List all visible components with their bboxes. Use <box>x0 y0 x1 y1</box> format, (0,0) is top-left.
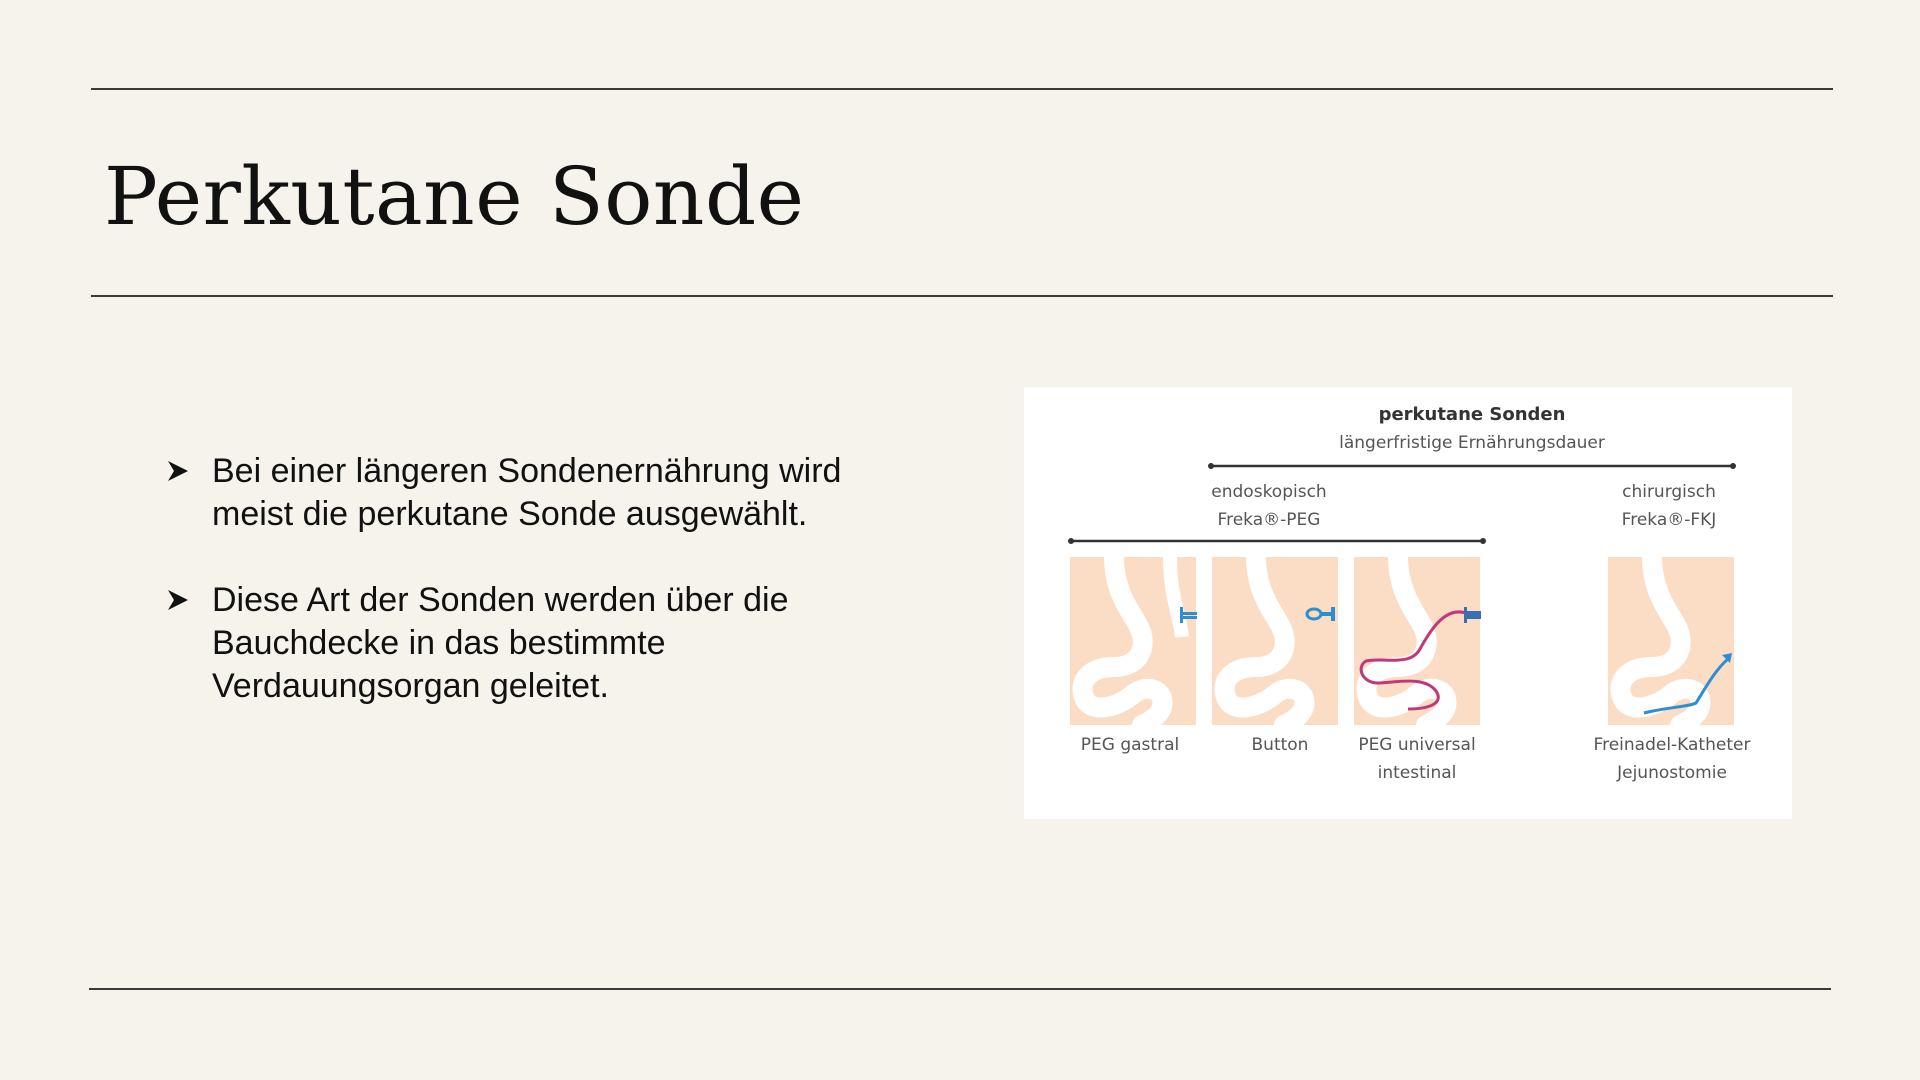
arrowhead-bullet-icon <box>165 458 191 484</box>
slide-title: Perkutane Sonde <box>104 150 805 243</box>
item-label: Freinadel-Katheter <box>1593 735 1751 755</box>
top-rule <box>91 88 1833 90</box>
chir-group-label: chirurgisch <box>1622 482 1716 502</box>
endo-group-product: Freka®-PEG <box>1217 510 1321 530</box>
arrowhead-bullet-icon <box>165 587 191 613</box>
item-label: PEG gastral <box>1080 735 1180 755</box>
bottom-rule <box>89 988 1831 990</box>
bullet-text: Bei einer längeren Sondenernährung wird meist die perkutane Sonde ausgewählt. <box>212 452 842 533</box>
bullet-text: Diese Art der Sonden werden über die Bauchdecke in das bestimmte Verdauungsorgan geleitet. <box>212 581 789 705</box>
freinadel-katheter-illustration <box>1608 557 1734 725</box>
peg-universal-illustration <box>1354 557 1481 725</box>
item-label: Button <box>1251 735 1309 755</box>
percutaneous-tubes-figure <box>1024 387 1792 819</box>
bullet-list <box>165 450 885 751</box>
title-underline-rule <box>91 295 1833 297</box>
endo-group-label: endoskopisch <box>1211 482 1327 502</box>
item-label-line2: Jejunostomie <box>1617 763 1727 783</box>
item-label: PEG universal <box>1358 735 1476 755</box>
figure-heading: perkutane Sonden <box>1378 404 1566 425</box>
long-term-bracket <box>1208 463 1736 469</box>
chir-group-product: Freka®-FKJ <box>1621 510 1717 530</box>
endoscopic-bracket <box>1068 538 1486 544</box>
figure-diagram <box>1024 387 1792 819</box>
peg-gastral-illustration <box>1070 557 1197 725</box>
bullet-item <box>165 579 885 708</box>
item-label-line2: intestinal <box>1377 763 1457 783</box>
figure-subheading: längerfristige Ernährungsdauer <box>1339 433 1605 453</box>
button-illustration <box>1212 557 1338 725</box>
bullet-item <box>165 450 885 536</box>
